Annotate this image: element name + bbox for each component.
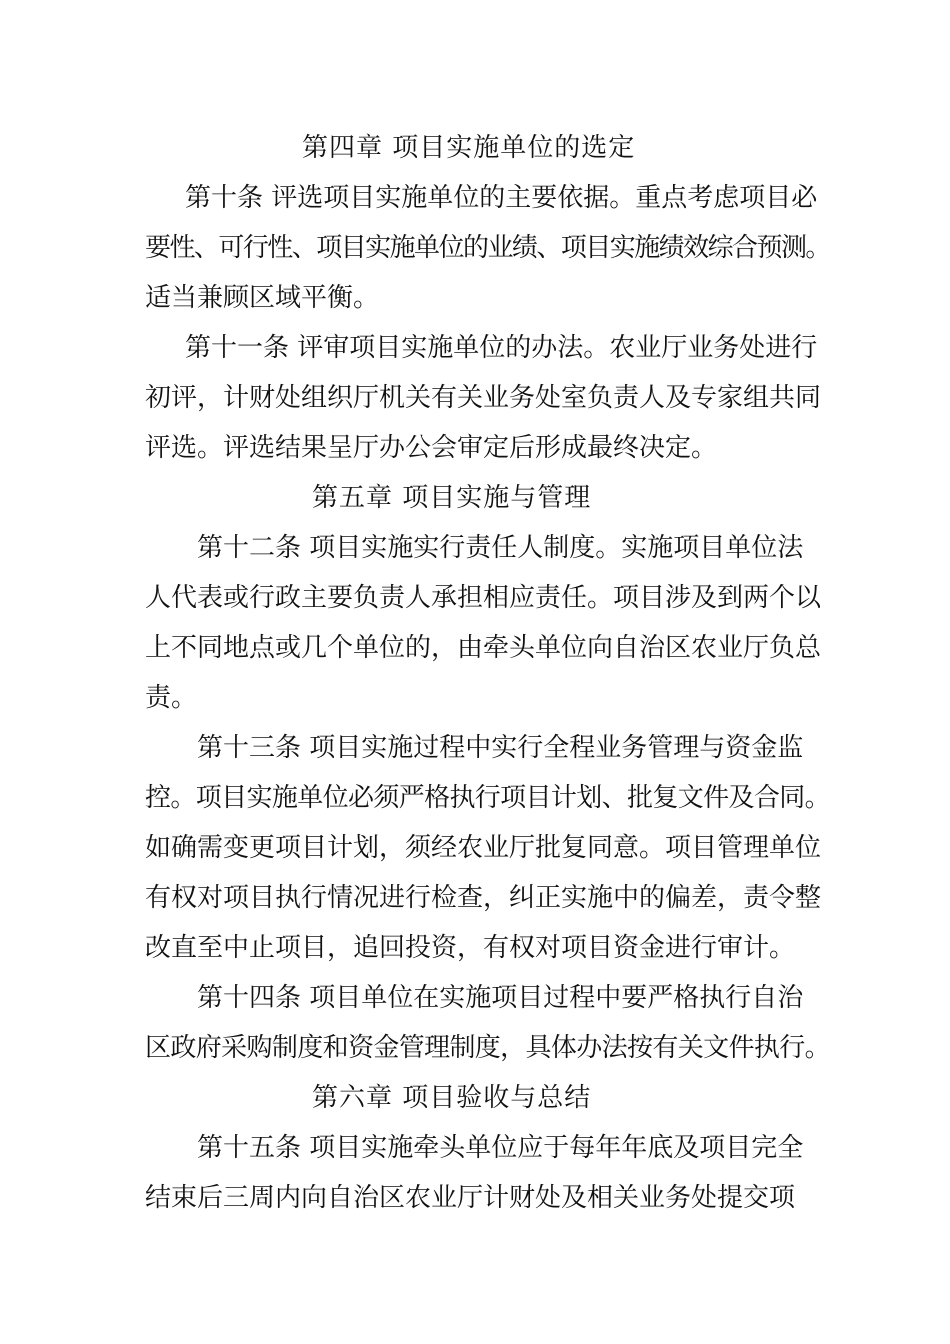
article-12-line-4: 责。 — [145, 683, 198, 713]
chapter-4-heading: 第四章 项目实施单位的选定 — [302, 133, 636, 163]
chapter-6-heading: 第六章 项目验收与总结 — [312, 1083, 592, 1113]
article-13-line-3: 如确需变更项目计划，须经农业厅批复同意。项目管理单位 — [145, 833, 822, 863]
article-10-line-2: 要性、可行性、项目实施单位的业绩、项目实施绩效综合预测。 — [145, 233, 830, 263]
article-14-line-1: 第十四条 项目单位在实施项目过程中要严格执行自治 — [197, 983, 804, 1013]
article-13-line-4: 有权对项目执行情况进行检查，纠正实施中的偏差，责令整 — [145, 883, 822, 913]
article-10-line-1: 第十条 评选项目实施单位的主要依据。重点考虑项目必 — [185, 183, 818, 213]
article-13-line-5: 改直至中止项目，追回投资，有权对项目资金进行审计。 — [145, 933, 796, 963]
article-11-line-2: 初评，计财处组织厅机关有关业务处室负责人及专家组共同 — [145, 383, 822, 413]
article-13-line-1: 第十三条 项目实施过程中实行全程业务管理与资金监 — [197, 733, 804, 763]
article-14-line-2: 区政府采购制度和资金管理制度，具体办法按有关文件执行。 — [145, 1033, 830, 1063]
article-12-line-3: 上不同地点或几个单位的，由牵头单位向自治区农业厅负总 — [145, 633, 822, 663]
article-15-line-1: 第十五条 项目实施牵头单位应于每年年底及项目完全 — [197, 1133, 804, 1163]
article-15-line-2: 结束后三周内向自治区农业厅计财处及相关业务处提交项 — [145, 1183, 796, 1213]
article-12-line-1: 第十二条 项目实施实行责任人制度。实施项目单位法 — [197, 533, 804, 563]
article-13-line-2: 控。项目实施单位必须严格执行项目计划、批复文件及合同。 — [145, 783, 830, 813]
article-11-line-1: 第十一条 评审项目实施单位的办法。农业厅业务处进行 — [185, 333, 818, 363]
article-11-line-3: 评选。评选结果呈厅办公会审定后形成最终决定。 — [145, 433, 718, 463]
chapter-5-heading: 第五章 项目实施与管理 — [312, 483, 592, 513]
article-10-line-3: 适当兼顾区域平衡。 — [145, 283, 380, 313]
article-12-line-2: 人代表或行政主要负责人承担相应责任。项目涉及到两个以 — [145, 583, 822, 613]
